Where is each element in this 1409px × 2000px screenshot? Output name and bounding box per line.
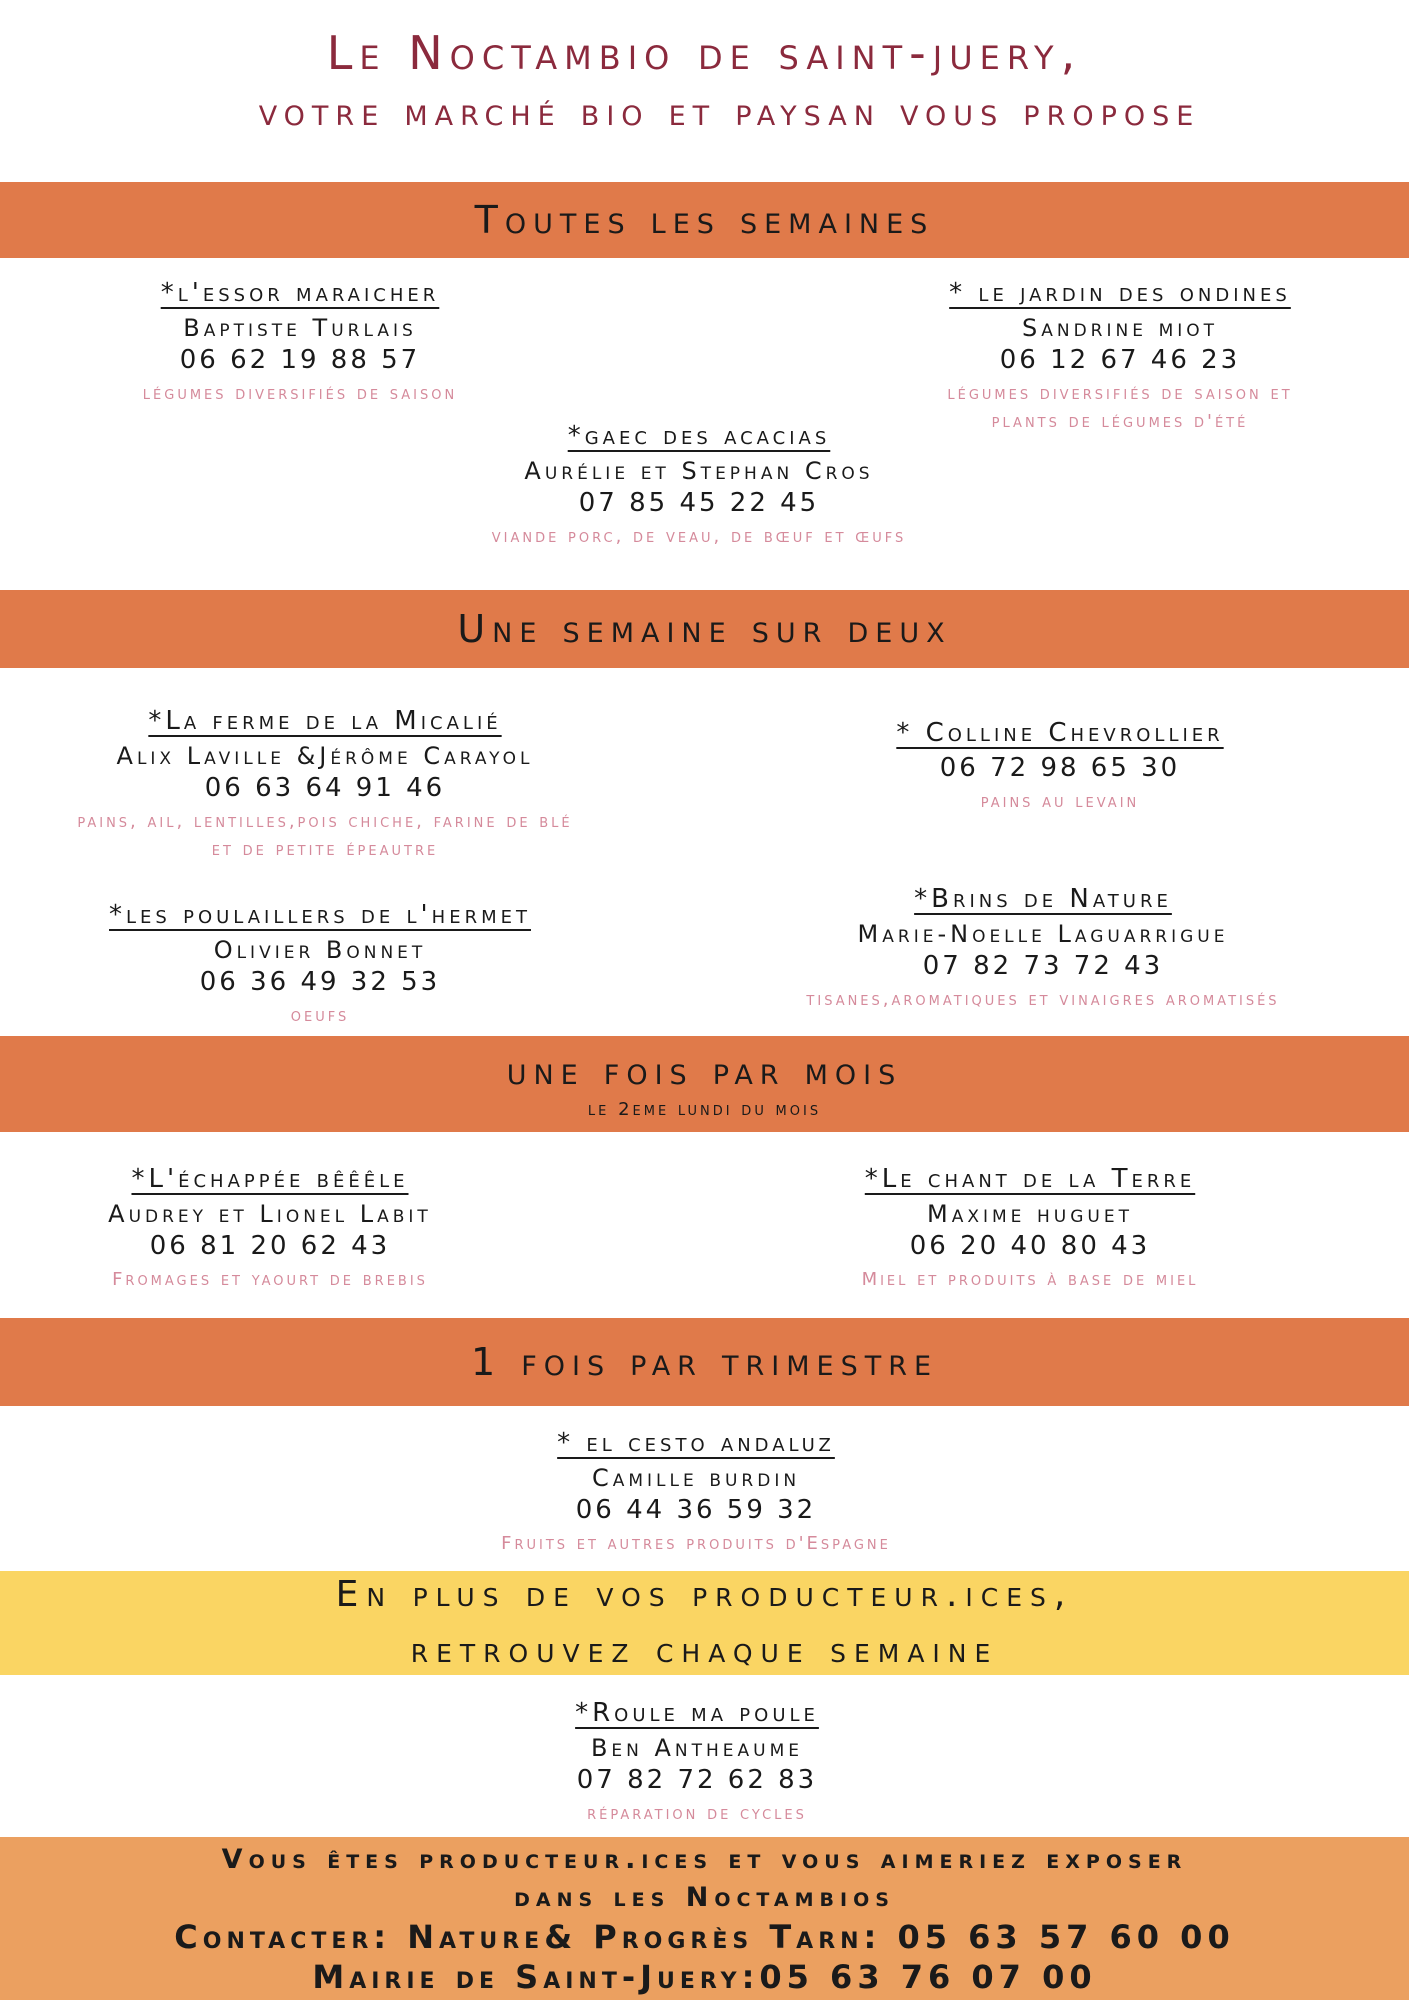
title-line-2: votre marché bio et paysan vous propose [258, 90, 1201, 134]
producer-essor [0, 274, 620, 408]
producer-name: *Le chant de la Terre [864, 1164, 1196, 1194]
footer-contact-nature-progres: Contacter: Nature& Progrès Tarn: 05 63 57 60 00 [174, 1917, 1235, 1956]
footer-line-2: dans les Noctambios [514, 1881, 895, 1913]
producer-ondines [800, 274, 1409, 436]
producer-phone: 07 82 72 62 83 [576, 1765, 818, 1795]
producer-hermet [0, 896, 640, 1030]
page-title [0, 22, 1409, 140]
producer-name: * el cesto andaluz [557, 1428, 835, 1458]
producer-phone: 06 20 40 80 43 [909, 1231, 1151, 1261]
producer-phone: 07 82 73 72 43 [922, 951, 1164, 981]
extra-line-2: retrouvez chaque semaine [410, 1630, 999, 1671]
producer-person: Aurélie et Stephan Cros [524, 457, 874, 485]
producer-desc: tisanes,aromatiques et vinaigres aromatisés [806, 989, 1280, 1010]
producer-desc-1: légumes diversifiés de saison et [947, 383, 1293, 404]
producer-desc: légumes diversifiés de saison [142, 383, 458, 404]
section-biweekly-title: Une semaine sur deux [457, 607, 952, 651]
producer-desc-2: et de petite épeautre [211, 839, 439, 860]
producer-desc: viande porc, de veau, de bœuf et œufs [491, 526, 907, 547]
producer-person: Audrey et Lionel Labit [108, 1200, 432, 1228]
footer-band [0, 1837, 1409, 2000]
producer-echappee [0, 1160, 590, 1294]
footer-contact-mairie: Mairie de Saint-Juery:05 63 76 07 00 [312, 1957, 1097, 1996]
producer-person: Maxime huguet [926, 1200, 1133, 1228]
producer-desc: oeufs [290, 1005, 350, 1026]
producer-person: Baptiste Turlais [183, 314, 417, 342]
producer-desc-2: plants de légumes d'été [991, 411, 1249, 432]
producer-brins [723, 880, 1363, 1014]
producer-name: *Brins de Nature [914, 884, 1172, 914]
extra-band [0, 1571, 1409, 1675]
producer-phone: 06 36 49 32 53 [199, 967, 441, 997]
producer-name: * le jardin des ondines [949, 278, 1291, 308]
producer-acacias [379, 417, 1019, 551]
producer-phone: 06 63 64 91 46 [204, 773, 446, 803]
producer-phone: 06 44 36 59 32 [575, 1495, 817, 1525]
producer-phone: 07 85 45 22 45 [578, 488, 820, 518]
producer-chevrollier [740, 714, 1380, 816]
producer-desc: Miel et produits à base de miel [861, 1269, 1199, 1290]
section-biweekly-band [0, 590, 1409, 668]
section-weekly-title: Toutes les semaines [474, 198, 935, 242]
extra-line-1: En plus de vos producteur.ices, [335, 1574, 1074, 1615]
producer-phone: 06 72 98 65 30 [939, 753, 1181, 783]
producer-desc-1: pains, ail, lentilles,pois chiche, farine de blé [77, 811, 573, 832]
producer-roule [377, 1694, 1017, 1828]
section-monthly-title: une fois par mois [506, 1048, 903, 1093]
producer-person: Sandrine miot [1021, 314, 1219, 342]
producer-desc: réparation de cycles [587, 1803, 807, 1824]
producer-name: *les poulaillers de l'hermet [109, 900, 531, 930]
producer-person: Alix Laville &Jérôme Carayol [116, 742, 534, 770]
producer-desc: Fromages et yaourt de brebis [112, 1269, 428, 1290]
producer-name: *gaec des acacias [567, 421, 831, 451]
producer-person: Marie-Noelle Laguarrigue [857, 920, 1229, 948]
section-weekly-band [0, 182, 1409, 258]
producer-person: Camille burdin [591, 1464, 801, 1492]
section-monthly-subtitle: le 2eme lundi du mois [587, 1098, 822, 1120]
producer-name: *Roule ma poule [575, 1698, 819, 1728]
producer-cesto [376, 1424, 1016, 1558]
producer-name: * Colline Chevrollier [896, 718, 1224, 748]
title-line-1: Le Noctambio de saint-juery, [326, 26, 1083, 80]
producer-name: *L'échappée bêêêle [131, 1164, 409, 1194]
producer-phone: 06 81 20 62 43 [149, 1231, 391, 1261]
producer-name: *La ferme de la Micalié [148, 706, 502, 736]
producer-phone: 06 12 67 46 23 [999, 345, 1241, 375]
producer-person: Ben Antheaume [590, 1734, 804, 1762]
producer-desc: pains au levain [980, 791, 1140, 812]
producer-desc: Fruits et autres produits d'Espagne [501, 1533, 891, 1554]
producer-person: Olivier Bonnet [213, 936, 427, 964]
producer-chant [710, 1160, 1350, 1294]
section-quarterly-band [0, 1318, 1409, 1406]
producer-phone: 06 62 19 88 57 [179, 345, 421, 375]
section-quarterly-title: 1 fois par trimestre [470, 1340, 939, 1384]
producer-micalie [5, 702, 645, 864]
section-monthly-band [0, 1036, 1409, 1132]
footer-line-1: Vous êtes producteur.ices et vous aimeriez exposer [221, 1843, 1188, 1875]
producer-name: *l'essor maraicher [160, 278, 440, 308]
